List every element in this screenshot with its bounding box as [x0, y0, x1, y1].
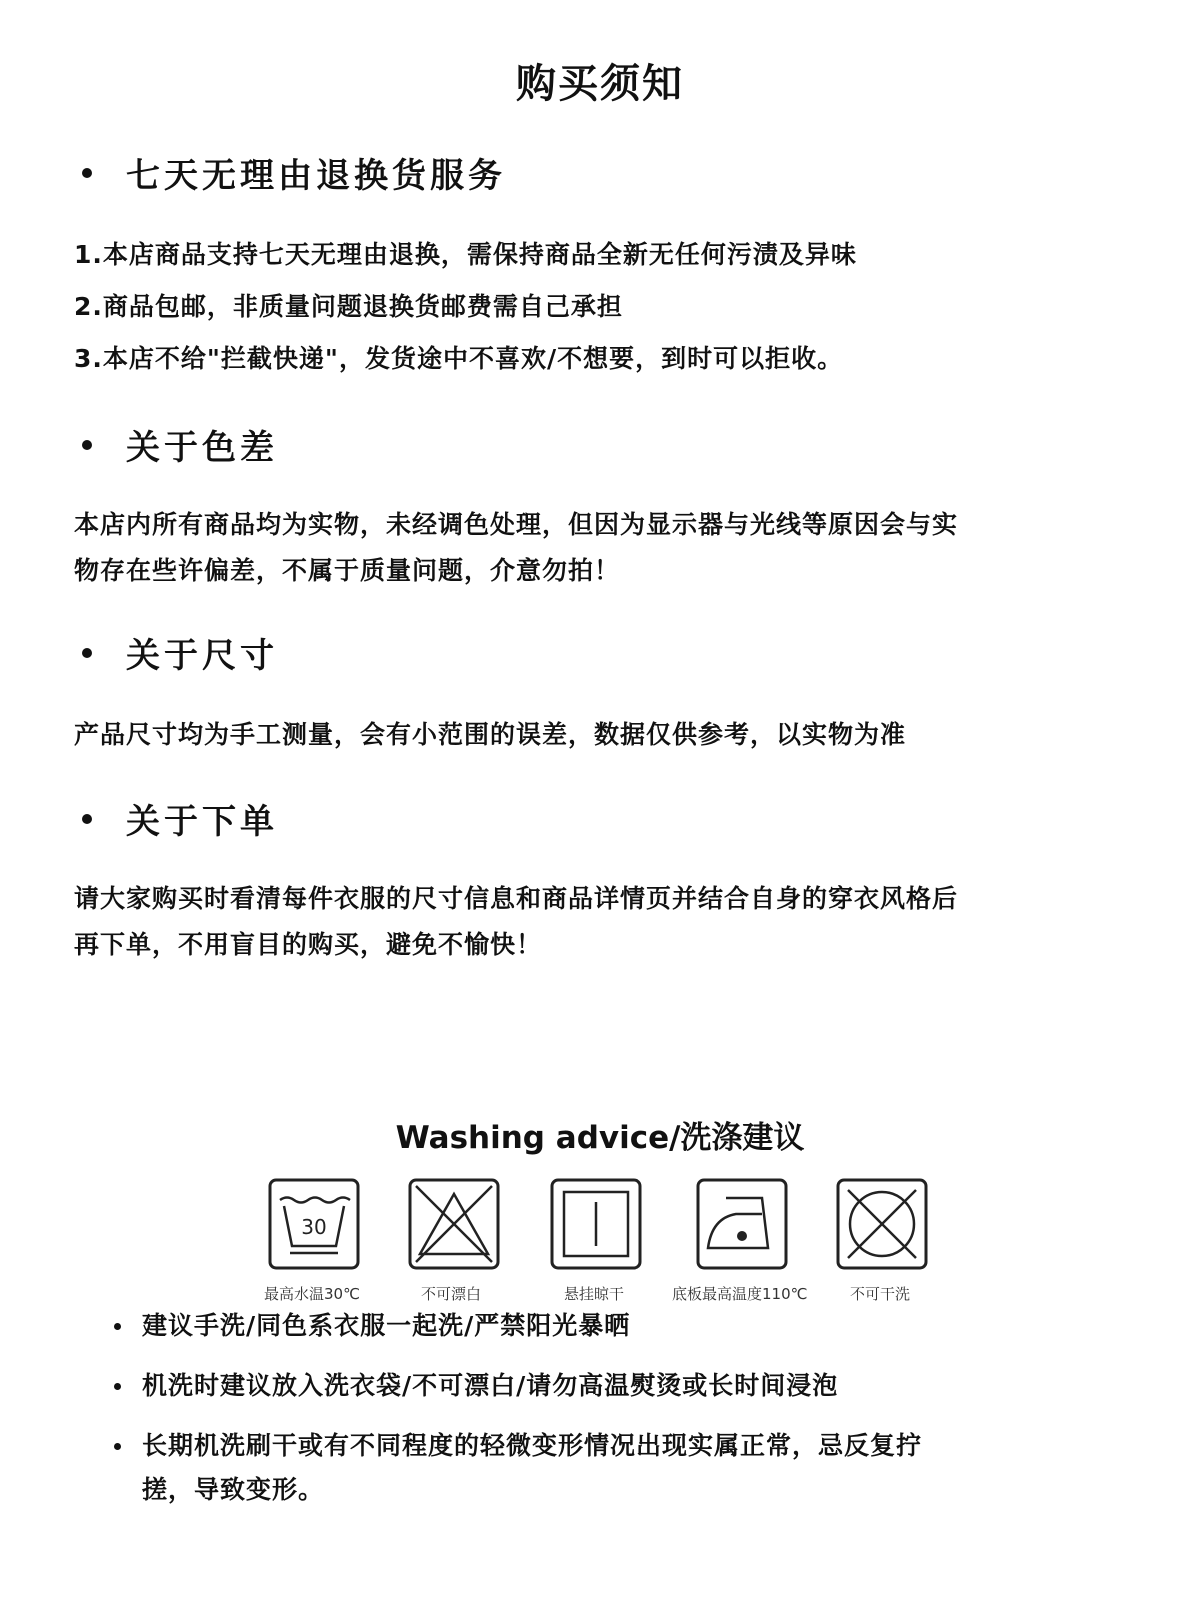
hang-dry-icon — [550, 1178, 642, 1270]
advice-text: 长期机洗刷干或有不同程度的轻微变形情况出现实属正常，忌反复拧 — [142, 1431, 923, 1460]
bullet-icon — [114, 1443, 121, 1450]
wash-30-icon — [268, 1178, 360, 1270]
advice-item — [110, 1424, 1120, 1512]
bullet-icon — [114, 1323, 121, 1330]
no-dry-clean-icon — [836, 1178, 928, 1270]
returns-line: 3.本店不给"拦截快递"，发货途中不喜欢/不想要，到时可以拒收。 — [74, 344, 844, 373]
page-title: 购买须知 — [516, 61, 684, 107]
order-line: 再下单，不用盲目的购买，避免不愉快！ — [74, 930, 543, 959]
no-bleach-icon — [408, 1178, 500, 1270]
section-heading-size — [78, 628, 278, 677]
returns-line: 1.本店商品支持七天无理由退换，需保持商品全新无任何污渍及异味 — [74, 240, 857, 269]
wash-temp-number: 30 — [301, 1215, 327, 1239]
care-label: 不可干洗 — [850, 1285, 911, 1303]
returns-paragraph — [74, 232, 1134, 382]
color-line: 本店内所有商品均为实物，未经调色处理，但因为显示器与光线等原因会与实 — [74, 510, 959, 539]
section-heading-label: 七天无理由退换货服务 — [126, 156, 506, 196]
color-paragraph — [74, 502, 1134, 594]
washing-advice-list — [110, 1304, 1120, 1512]
care-label: 悬挂晾干 — [564, 1285, 625, 1303]
care-label: 最高水温30℃ — [264, 1285, 360, 1303]
order-paragraph — [74, 876, 1134, 968]
section-heading-label: 关于下单 — [126, 802, 278, 842]
iron-icon — [696, 1178, 788, 1270]
bullet-icon — [82, 814, 92, 824]
bullet-icon — [82, 168, 92, 178]
bullet-icon — [82, 440, 92, 450]
advice-text: 搓，导致变形。 — [142, 1475, 325, 1504]
advice-text: 机洗时建议放入洗衣袋/不可漂白/请勿高温熨烫或长时间浸泡 — [142, 1371, 839, 1400]
bullet-icon — [82, 648, 92, 658]
section-heading-returns — [78, 148, 506, 197]
size-line: 产品尺寸均为手工测量，会有小范围的误差，数据仅供参考，以实物为准 — [74, 720, 907, 749]
section-heading-color — [78, 420, 278, 469]
care-label: 不可漂白 — [421, 1285, 482, 1303]
advice-text: 建议手洗/同色系衣服一起洗/严禁阳光暴晒 — [142, 1311, 631, 1340]
returns-line: 2.商品包邮，非质量问题退换货邮费需自己承担 — [74, 292, 623, 321]
size-paragraph — [74, 712, 1134, 758]
washing-title: Washing advice/洗涤建议 — [395, 1120, 805, 1156]
bullet-icon — [114, 1383, 121, 1390]
color-line: 物存在些许偏差，不属于质量问题，介意勿拍！ — [74, 556, 621, 585]
care-label: 底板最高温度110℃ — [672, 1285, 808, 1303]
section-heading-order — [78, 794, 278, 843]
advice-item — [110, 1364, 1120, 1408]
section-heading-label: 关于尺寸 — [126, 636, 278, 676]
order-line: 请大家购买时看清每件衣服的尺寸信息和商品详情页并结合自身的穿衣风格后 — [74, 884, 959, 913]
section-heading-label: 关于色差 — [126, 428, 278, 468]
advice-item — [110, 1304, 1120, 1348]
